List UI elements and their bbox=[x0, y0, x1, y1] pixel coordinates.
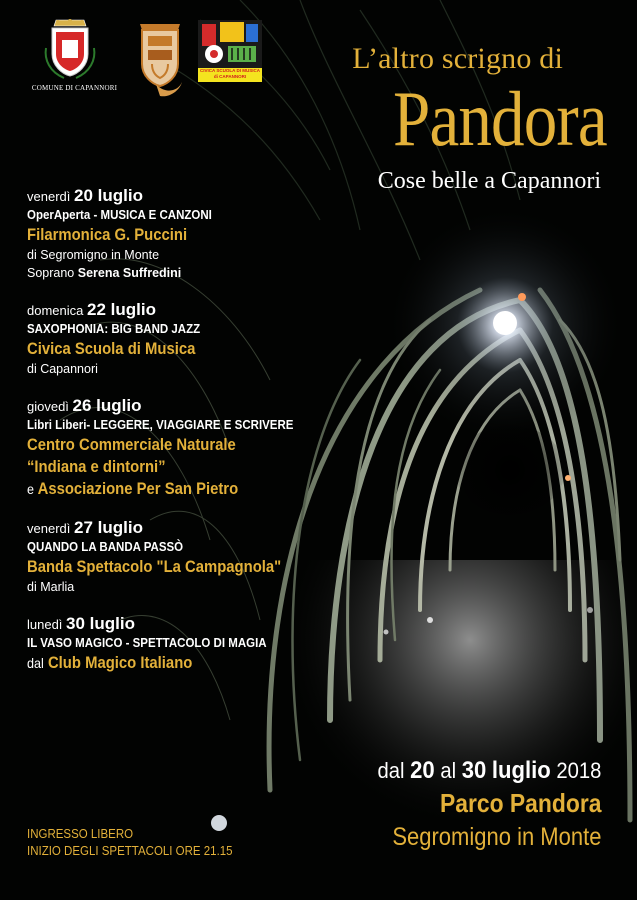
logos-bar bbox=[22, 18, 272, 100]
event-date bbox=[27, 518, 387, 539]
event-item-30-luglio bbox=[27, 614, 387, 674]
event-weekday: giovedì bbox=[27, 399, 69, 414]
event-item-27-luglio bbox=[27, 518, 387, 596]
music-school-emblem-icon bbox=[198, 20, 262, 68]
title-subtitle: Cose belle a Capannori bbox=[377, 168, 601, 194]
civica-caption: CIVICA SCUOLA DI MUSICA di CAPANNORI bbox=[198, 68, 262, 82]
event-performer: Filarmonica G. Puccini bbox=[27, 226, 188, 244]
event-day-month: 20 luglio bbox=[74, 186, 143, 205]
event-title: IL VASO MAGICO - SPETTACOLO DI MAGIA bbox=[27, 636, 267, 650]
event-performer-line2: “Indiana e dintorni” bbox=[27, 458, 166, 476]
event-performer: Civica Scuola di Musica bbox=[27, 340, 196, 358]
event-date bbox=[27, 396, 387, 417]
event-item-22-luglio bbox=[27, 300, 387, 378]
event-performer-line bbox=[27, 652, 351, 674]
event-title: Libri Liberi- LEGGERE, VIAGGIARE E SCRIVERE bbox=[27, 418, 294, 432]
connector-word: dal bbox=[27, 655, 44, 671]
period-month: luglio bbox=[491, 757, 551, 784]
event-date bbox=[27, 300, 387, 321]
event-date bbox=[27, 614, 387, 635]
event-performer-origin: di Marlia bbox=[27, 580, 75, 594]
comune-caption: COMUNE DI CAPANNORI bbox=[31, 84, 118, 92]
event-item-20-luglio bbox=[27, 186, 387, 282]
event-period bbox=[377, 756, 601, 786]
event-weekday: venerdì bbox=[27, 189, 71, 204]
event-day-month: 30 luglio bbox=[66, 614, 136, 633]
event-title: QUANDO LA BANDA PASSÒ bbox=[27, 540, 184, 554]
soloist-name: Serena Suffredini bbox=[77, 266, 182, 280]
period-from-word: dal bbox=[377, 758, 405, 783]
event-performer-association: Associazione Per San Pietro bbox=[37, 480, 239, 498]
event-performer-origin: di Capannori bbox=[27, 362, 98, 376]
coat-of-arms-icon bbox=[22, 18, 132, 84]
event-performer: Club Magico Italiano bbox=[47, 654, 193, 672]
event-soloist bbox=[27, 264, 387, 282]
title-prefix: L’altro scrigno di bbox=[352, 42, 563, 75]
show-start-time: INIZIO DEGLI SPETTACOLI ORE 21.15 bbox=[27, 844, 233, 858]
civica-scuola-logo bbox=[198, 20, 262, 82]
event-title: OperAperta - MUSICA E CANZONI bbox=[27, 208, 212, 222]
event-performer: Centro Commerciale Naturale bbox=[27, 436, 236, 454]
event-date bbox=[27, 186, 387, 207]
event-performer: Banda Spettacolo "La Campagnola" bbox=[27, 558, 282, 576]
events-list bbox=[27, 186, 387, 692]
period-to-day: 30 bbox=[461, 757, 486, 784]
event-weekday: lunedì bbox=[27, 617, 63, 632]
comune-logo bbox=[22, 18, 132, 92]
event-day-month: 26 luglio bbox=[72, 396, 142, 415]
event-weekday: venerdì bbox=[27, 521, 71, 536]
event-item-26-luglio bbox=[27, 396, 387, 500]
event-title: SAXOPHONIA: BIG BAND JAZZ bbox=[27, 322, 201, 336]
connector-word: e bbox=[27, 481, 35, 497]
event-performer-line3 bbox=[27, 478, 351, 500]
event-performer-origin: di Segromigno in Monte bbox=[27, 248, 160, 262]
title-main: Pandora bbox=[393, 75, 607, 162]
soloist-role: Soprano bbox=[27, 266, 75, 280]
admission-info bbox=[27, 826, 250, 860]
event-day-month: 22 luglio bbox=[87, 300, 156, 319]
admission-free: INGRESSO LIBERO bbox=[27, 827, 134, 841]
period-year: 2018 bbox=[555, 758, 601, 783]
venue-park: Parco Pandora bbox=[439, 788, 601, 818]
period-to-word: al bbox=[439, 758, 456, 783]
venue-town: Segromigno in Monte bbox=[391, 823, 601, 851]
filarmonica-logo bbox=[134, 18, 186, 98]
lyre-emblem-icon bbox=[134, 18, 186, 98]
period-from-day: 20 bbox=[409, 757, 435, 784]
event-title-block bbox=[352, 42, 607, 195]
event-day-month: 27 luglio bbox=[74, 518, 143, 537]
event-period-venue bbox=[358, 756, 601, 854]
event-weekday: domenica bbox=[27, 303, 84, 318]
